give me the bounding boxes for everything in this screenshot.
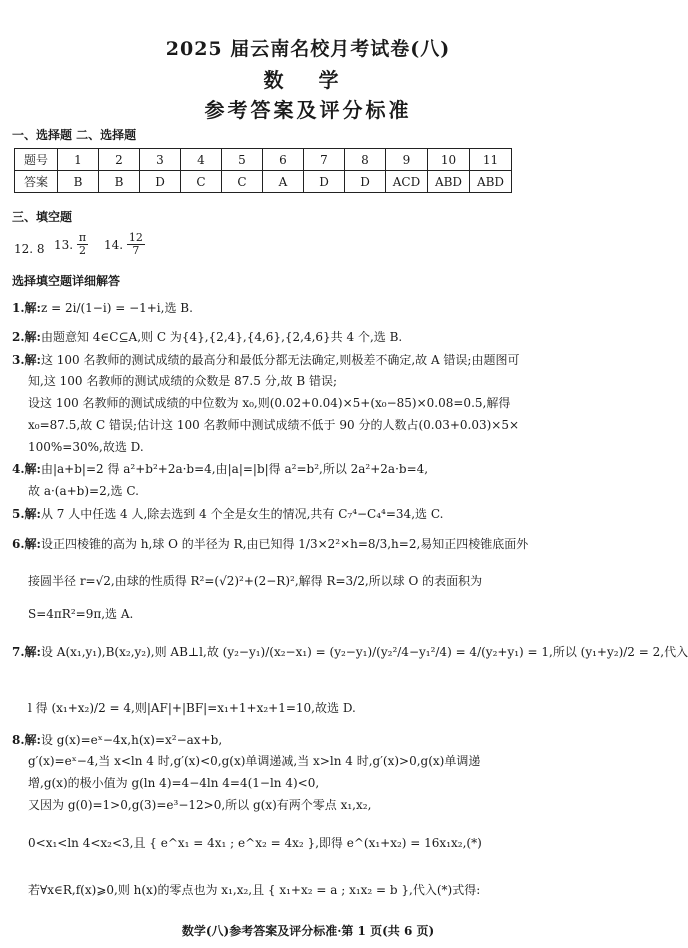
solution-text: 增,g(x)的极小值为 g(ln 4)=4−4ln 4=4(1−ln 4)<0, <box>28 776 320 790</box>
solution-text: g′(x)=eˣ−4,当 x<ln 4 时,g′(x)<0,g(x)单调递减,当 x>ln 4 时,g′(x)>0,g(x)单调递 <box>28 754 481 768</box>
question-number: 10 <box>428 149 470 171</box>
row-label-answer: 答案 <box>15 171 58 193</box>
solution-line <box>28 417 606 433</box>
answer-cell: ABD <box>470 171 512 193</box>
solution-text: S=4πR²=9π,选 A. <box>28 607 134 621</box>
solution-line <box>12 536 606 552</box>
solution-line <box>12 644 688 660</box>
answer-cell: ACD <box>386 171 428 193</box>
solution-text: x₀=87.5,故 C 错误;估计这 100 名教师中测试成绩不低于 90 分的人数占(0.03+0.03)×5× <box>28 418 520 432</box>
exam-title: 2025 届云南名校月考试卷(八) <box>165 38 451 60</box>
fill-answer-12: 12. 8 <box>14 242 45 256</box>
question-number: 1 <box>58 149 99 171</box>
solution-text: 知,这 100 名教师的测试成绩的众数是 87.5 分,故 B 错误; <box>28 374 338 388</box>
fill-section-heading: 三、填空题 <box>12 210 73 224</box>
fill-answer-14-fraction <box>127 232 145 257</box>
question-number: 2 <box>99 149 140 171</box>
solution-line <box>28 373 606 389</box>
fraction-denominator: 7 <box>132 244 140 257</box>
solution-label: 4.解: <box>12 462 41 476</box>
fill-answer-14 <box>104 232 145 257</box>
solution-text: 设正四棱锥的高为 h,球 O 的半径为 R,由已知得 1/3×2²×h=8/3,h=2,易知正四棱锥底面外 <box>40 537 529 551</box>
fill-answers <box>14 228 314 268</box>
solution-label: 5.解: <box>12 507 41 521</box>
solution-line <box>12 732 606 748</box>
question-number: 9 <box>386 149 428 171</box>
row-label-number: 题号 <box>15 149 58 171</box>
solution-line <box>28 882 606 898</box>
answer-cell: ABD <box>428 171 470 193</box>
question-number: 6 <box>263 149 304 171</box>
solution-text: 设这 100 名教师的测试成绩的中位数为 x₀,则(0.02+0.04)×5+(x₀−85)×0.08=0.5,解得 <box>28 396 511 410</box>
answer-key-title: 参考答案及评分标准 <box>204 98 412 122</box>
solution-label: 1.解: <box>12 301 41 315</box>
solution-text: 由题意知 4∈C⊆A,则 C 为{4},{2,4},{4,6},{2,4,6}共 4 个,选 B. <box>40 330 403 344</box>
answer-cell: A <box>263 171 304 193</box>
solution-label: 7.解: <box>12 645 41 659</box>
fill-answer-14-label: 14. <box>104 237 124 252</box>
fraction-denominator: 2 <box>79 244 87 257</box>
page-footer: 数学(八)参考答案及评分标准·第 1 页(共 6 页) <box>181 924 435 938</box>
fill-answer-13-fraction <box>77 232 88 257</box>
solution-text: 从 7 人中任选 4 人,除去选到 4 个全是女生的情况,共有 C₇⁴−C₄⁴=34,选 C. <box>40 507 444 521</box>
solution-text: z = 2i/(1−i) = −1+i,选 B. <box>40 301 193 315</box>
fill-answer-13-label: 13. <box>54 237 74 252</box>
solution-text: 由|a+b|=2 得 a²+b²+2a·b=4,由|a|=|b|得 a²=b²,所以 2a²+2a·b=4, <box>40 462 429 476</box>
question-number-row <box>15 149 512 171</box>
solution-text: 设 g(x)=eˣ−4x,h(x)=x²−ax+b, <box>40 733 223 747</box>
solution-line <box>28 606 606 622</box>
solution-text: 接圆半径 r=√2,由球的性质得 R²=(√2)²+(2−R)²,解得 R=3/2,所以球 O 的表面积为 <box>28 574 483 588</box>
fill-answer-13 <box>54 232 88 257</box>
question-number: 3 <box>140 149 181 171</box>
solution-label: 6.解: <box>12 537 41 551</box>
solution-line <box>28 483 606 499</box>
choice-section-heading: 一、选择题 二、选择题 <box>12 128 137 142</box>
solution-line <box>28 835 606 851</box>
solution-text: 这 100 名教师的测试成绩的最高分和最低分都无法确定,则极差不确定,故 A 错误;由题图可 <box>40 353 520 367</box>
solution-text: 0<x₁<ln 4<x₂<3,且 { e^x₁ = 4x₁ ; e^x₂ = 4x₂ },即得 e^(x₁+x₂) = 16x₁x₂,(*) <box>28 836 482 850</box>
answer-cell: B <box>58 171 99 193</box>
answer-cell: B <box>99 171 140 193</box>
fraction-numerator: π <box>78 231 87 244</box>
solution-label: 8.解: <box>12 733 41 747</box>
solution-line <box>12 461 606 477</box>
answer-cell: C <box>222 171 263 193</box>
question-number: 5 <box>222 149 263 171</box>
question-number: 11 <box>470 149 512 171</box>
solution-text: 故 a·(a+b)=2,选 C. <box>28 484 139 498</box>
answer-row <box>15 171 512 193</box>
solution-line <box>28 797 606 813</box>
question-number: 8 <box>345 149 386 171</box>
answer-cell: D <box>345 171 386 193</box>
solution-text: 设 A(x₁,y₁),B(x₂,y₂),则 AB⊥l,故 (y₂−y₁)/(x₂−x₁) = (y₂−y₁)/(y₂²/4−y₁²/4) = 4/(y₂+y₁) = 1,所以 (y₁+y₂)/2 = 2,代入 <box>40 645 688 659</box>
solution-label: 2.解: <box>12 330 41 344</box>
question-number: 4 <box>181 149 222 171</box>
answer-cell: C <box>181 171 222 193</box>
solution-line <box>12 352 606 368</box>
answer-cell: D <box>140 171 181 193</box>
solution-line <box>28 439 606 455</box>
solution-line <box>28 775 606 791</box>
solution-line <box>28 573 606 589</box>
solution-line <box>12 300 606 316</box>
fraction-numerator: 12 <box>128 231 143 244</box>
solution-text: 若∀x∈R,f(x)⩾0,则 h(x)的零点也为 x₁,x₂,且 { x₁+x₂ = a ; x₁x₂ = b },代入(*)式得: <box>28 883 481 897</box>
solution-line <box>12 506 606 522</box>
solution-text: 又因为 g(0)=1>0,g(3)=e³−12>0,所以 g(x)有两个零点 x₁,x₂, <box>28 798 372 812</box>
answer-cell: D <box>304 171 345 193</box>
solution-text: 100%=30%,故选 D. <box>28 440 144 454</box>
solution-line <box>28 395 606 411</box>
solution-label: 3.解: <box>12 353 41 367</box>
solution-line <box>28 700 606 716</box>
detail-section-heading: 选择填空题详细解答 <box>12 274 121 288</box>
solution-line <box>12 329 606 345</box>
question-number: 7 <box>304 149 345 171</box>
solution-text: l 得 (x₁+x₂)/2 = 4,则|AF|+|BF|=x₁+1+x₂+1=10,故选 D. <box>28 701 356 715</box>
subject-title: 数 学 <box>263 68 353 92</box>
answer-table <box>14 148 512 193</box>
solution-line <box>28 753 606 769</box>
